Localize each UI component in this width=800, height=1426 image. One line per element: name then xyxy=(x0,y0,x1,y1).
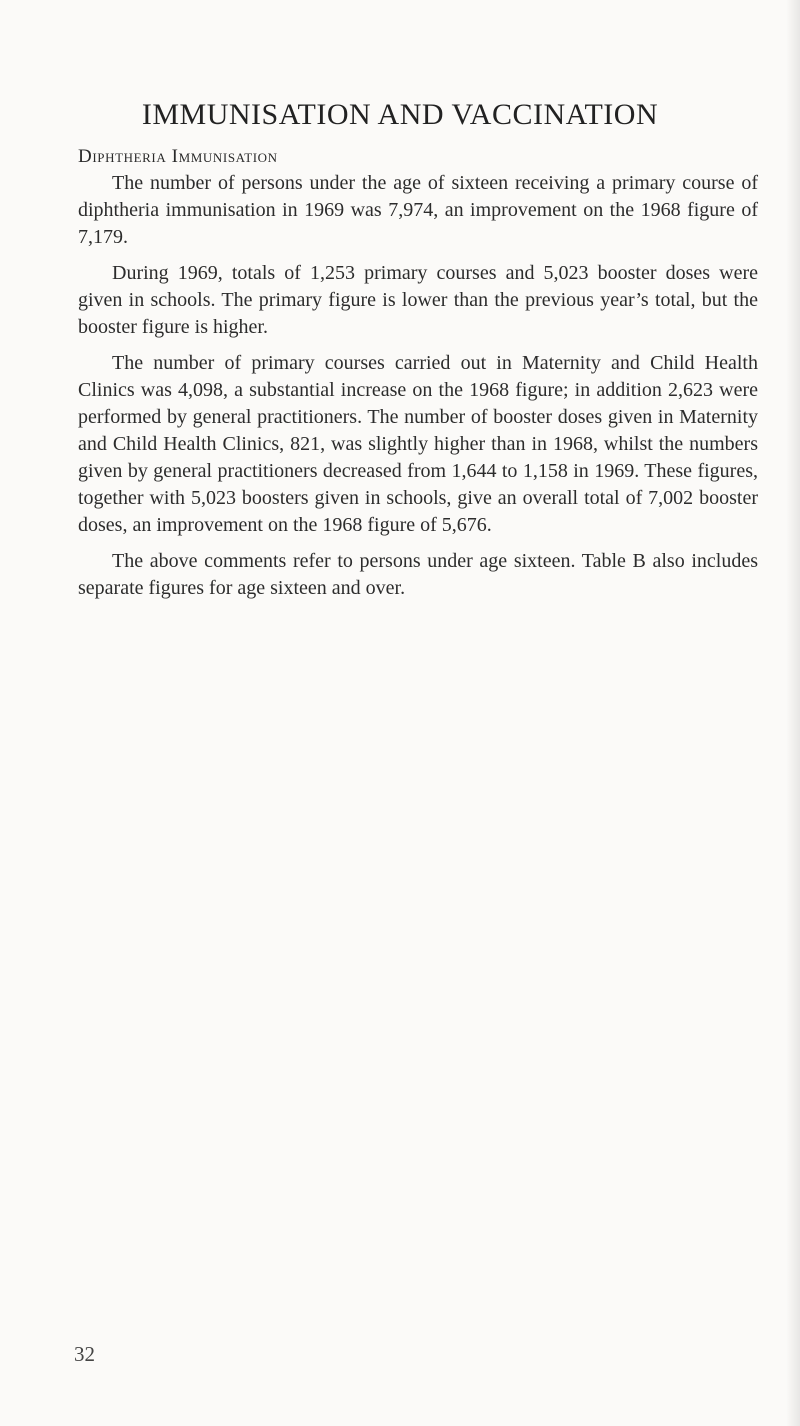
page-number: 32 xyxy=(74,1342,95,1366)
page-title: IMMUNISATION AND VACCINATION xyxy=(141,98,659,131)
paragraph-3: The number of primary courses carried out in Maternity and Child Health Clinics was 4,098, a substantial increase on the 1968 figure; in addition 2,623 were performed by general practitioners. The number of booster doses given in Maternity and Child Health Clinics, 821, was slightly higher than in 1968, whilst the numbers given by general practitioners decreased from 1,644 to 1,158 in 1969. These figures, together with 5,023 boosters given in schools, give an overall total of 7,002 booster doses, an improvement on the 1968 figure of 5,676. xyxy=(78,352,758,536)
paragraph-4: The above comments refer to persons under age sixteen. Table B also includes separate figures for age sixteen and over. xyxy=(78,550,758,599)
page-edge-shadow xyxy=(786,0,800,1426)
paragraph-2: During 1969, totals of 1,253 primary courses and 5,023 booster doses were given in schools. The primary figure is lower than the previous year’s total, but the booster figure is higher. xyxy=(78,262,758,338)
paragraph-1: The number of persons under the age of sixteen receiving a primary course of diphtheria immunisation in 1969 was 7,974, an improvement on the 1968 figure of 7,179. xyxy=(78,172,758,248)
body-text xyxy=(78,170,758,611)
section-heading: Diphtheria Immunisation xyxy=(78,146,278,167)
